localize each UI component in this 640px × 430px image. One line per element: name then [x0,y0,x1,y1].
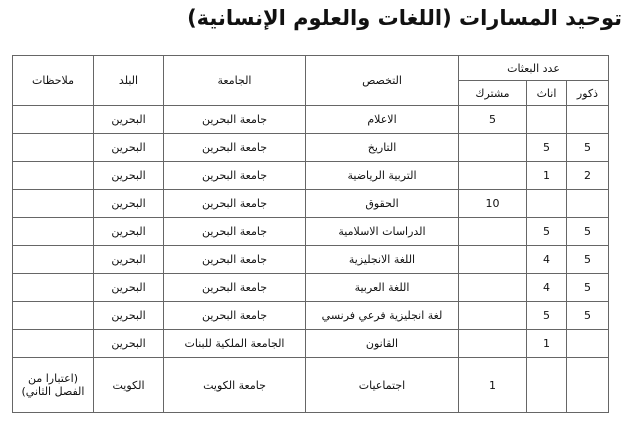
specialization-cell: التربية الرياضية [306,162,459,190]
notes-cell [13,274,94,302]
country-cell: البحرين [94,190,164,218]
table-row [13,274,609,302]
page-title: توحيد المسارات (اللغات والعلوم الإنسانية) [187,6,622,30]
specialization-cell: اللغة العربية [306,274,459,302]
specialization-cell: الاعلام [306,106,459,134]
table-row [13,106,609,134]
males-cell: 2 [567,162,609,190]
header-row-1 [13,56,609,81]
males-cell: 5 [567,302,609,330]
specialization-cell: اجتماعيات [306,358,459,413]
notes-cell [13,190,94,218]
specialization-cell: لغة انجليزية فرعي فرنسي [306,302,459,330]
notes-cell [13,302,94,330]
females-cell [527,190,567,218]
specialization-cell: التاريخ [306,134,459,162]
missions-table [12,55,609,413]
males-cell [567,190,609,218]
females-cell [527,106,567,134]
university-cell: جامعة البحرين [164,246,306,274]
shared-cell: 1 [459,358,527,413]
males-cell [567,330,609,358]
country-cell: البحرين [94,246,164,274]
shared-cell [459,274,527,302]
table-row [13,190,609,218]
specialization-cell: الحقوق [306,190,459,218]
university-cell: جامعة البحرين [164,190,306,218]
specialization-header: التخصص [306,56,459,106]
table-row [13,134,609,162]
country-cell: البحرين [94,302,164,330]
count-group-header: عدد البعثات [459,56,609,81]
university-cell: جامعة البحرين [164,134,306,162]
university-cell: جامعة البحرين [164,106,306,134]
females-cell: 1 [527,162,567,190]
males-cell [567,106,609,134]
shared-cell [459,302,527,330]
notes-cell [13,162,94,190]
country-cell: البحرين [94,162,164,190]
specialization-cell: اللغة الانجليزية [306,246,459,274]
table-row [13,302,609,330]
notes-cell [13,134,94,162]
university-cell: الجامعة الملكية للبنات [164,330,306,358]
table-row [13,330,609,358]
females-header: اناث [527,81,567,106]
university-header: الجامعة [164,56,306,106]
females-cell: 1 [527,330,567,358]
females-cell [527,358,567,413]
notes-cell [13,246,94,274]
notes-header: ملاحظات [13,56,94,106]
shared-cell: 10 [459,190,527,218]
university-cell: جامعة البحرين [164,302,306,330]
shared-cell [459,330,527,358]
notes-cell: (اعتبارا من الفصل الثاني) [13,358,94,413]
country-header: البلد [94,56,164,106]
shared-cell: 5 [459,106,527,134]
males-header: ذكور [567,81,609,106]
females-cell: 5 [527,134,567,162]
males-cell [567,358,609,413]
specialization-cell: القانون [306,330,459,358]
shared-cell [459,246,527,274]
notes-cell [13,330,94,358]
country-cell: الكويت [94,358,164,413]
table-row [13,358,609,413]
shared-cell [459,218,527,246]
males-cell: 5 [567,246,609,274]
females-cell: 4 [527,274,567,302]
notes-cell [13,106,94,134]
females-cell: 5 [527,302,567,330]
university-cell: جامعة البحرين [164,162,306,190]
specialization-cell: الدراسات الاسلامية [306,218,459,246]
shared-header: مشترك [459,81,527,106]
shared-cell [459,134,527,162]
university-cell: جامعة الكويت [164,358,306,413]
country-cell: البحرين [94,134,164,162]
university-cell: جامعة البحرين [164,274,306,302]
university-cell: جامعة البحرين [164,218,306,246]
table-row [13,218,609,246]
males-cell: 5 [567,218,609,246]
males-cell: 5 [567,134,609,162]
country-cell: البحرين [94,274,164,302]
notes-cell [13,218,94,246]
country-cell: البحرين [94,330,164,358]
females-cell: 4 [527,246,567,274]
country-cell: البحرين [94,106,164,134]
table-row [13,162,609,190]
country-cell: البحرين [94,218,164,246]
shared-cell [459,162,527,190]
females-cell: 5 [527,218,567,246]
males-cell: 5 [567,274,609,302]
table-row [13,246,609,274]
